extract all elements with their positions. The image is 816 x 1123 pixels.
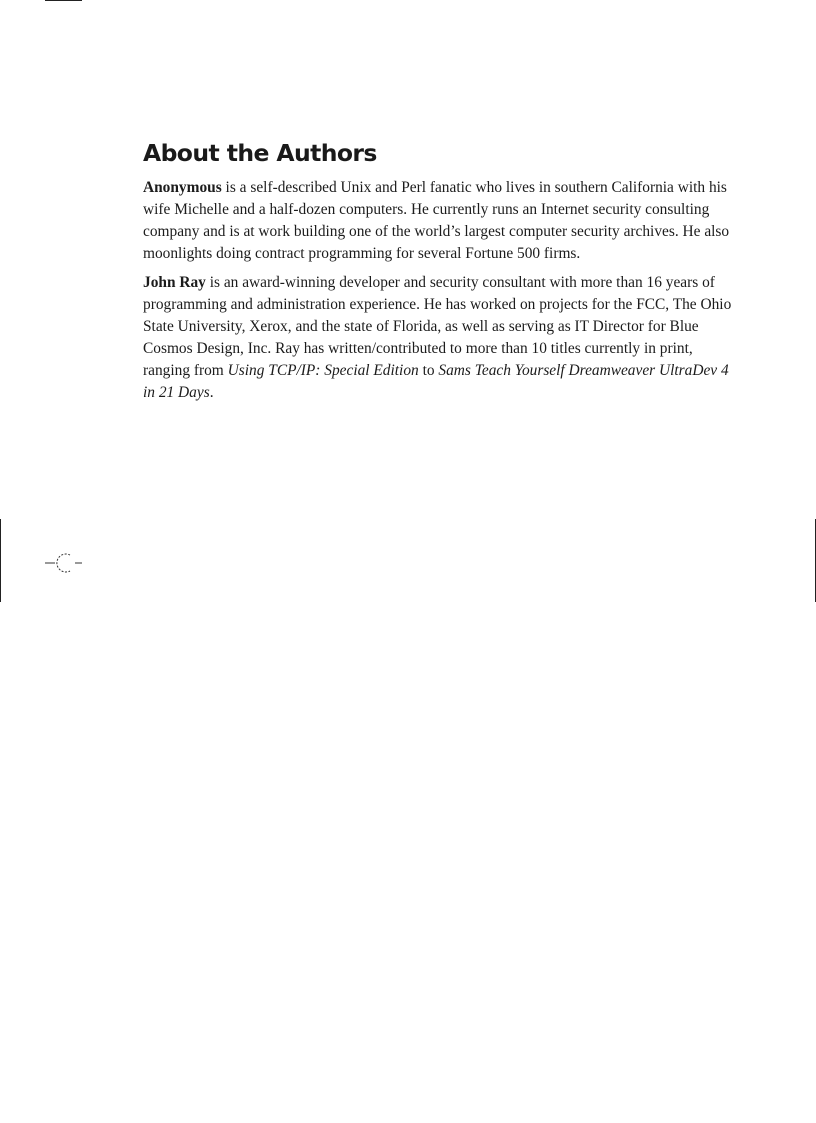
author-bio-text: is a self-described Unix and Perl fanatic who lives in southern California with his wife Michelle and a half-dozen computers. He currently runs an Internet security consulting company and is at work building one of the world’s largest computer security archives. He also moonlights doing contract programming for several Fortune 500 firms. [143,179,730,262]
book-title: Using TCP/IP: Special Edition [227,362,419,379]
author-bio-john-ray [143,272,743,404]
author-bio-text: . [209,384,214,401]
about-authors-section [143,138,743,411]
author-bio-anonymous [143,177,743,265]
author-bio-text: is an award-winning developer and security consultant with more than 16 years of programming and administration experience. He has worked on projects for the FCC, The Ohio State University, Xerox, and the state of Florida, as well as serving as IT Director for Blue Cosmos Design, Inc. Ray has written/contributed to more than 10 titles currently in print, ranging from [143,274,732,379]
section-heading: About the Authors [143,139,377,167]
top-crop-rule [45,0,82,1]
book-title: Sams Teach Yourself Dreamweaver UltraDev 4 in 21 Days [143,362,729,401]
author-name: Anonymous [143,179,222,196]
left-margin-rule [0,519,1,602]
author-bio-text: to [418,362,439,379]
registration-mark-icon [44,550,84,576]
author-name: John Ray [143,274,206,291]
